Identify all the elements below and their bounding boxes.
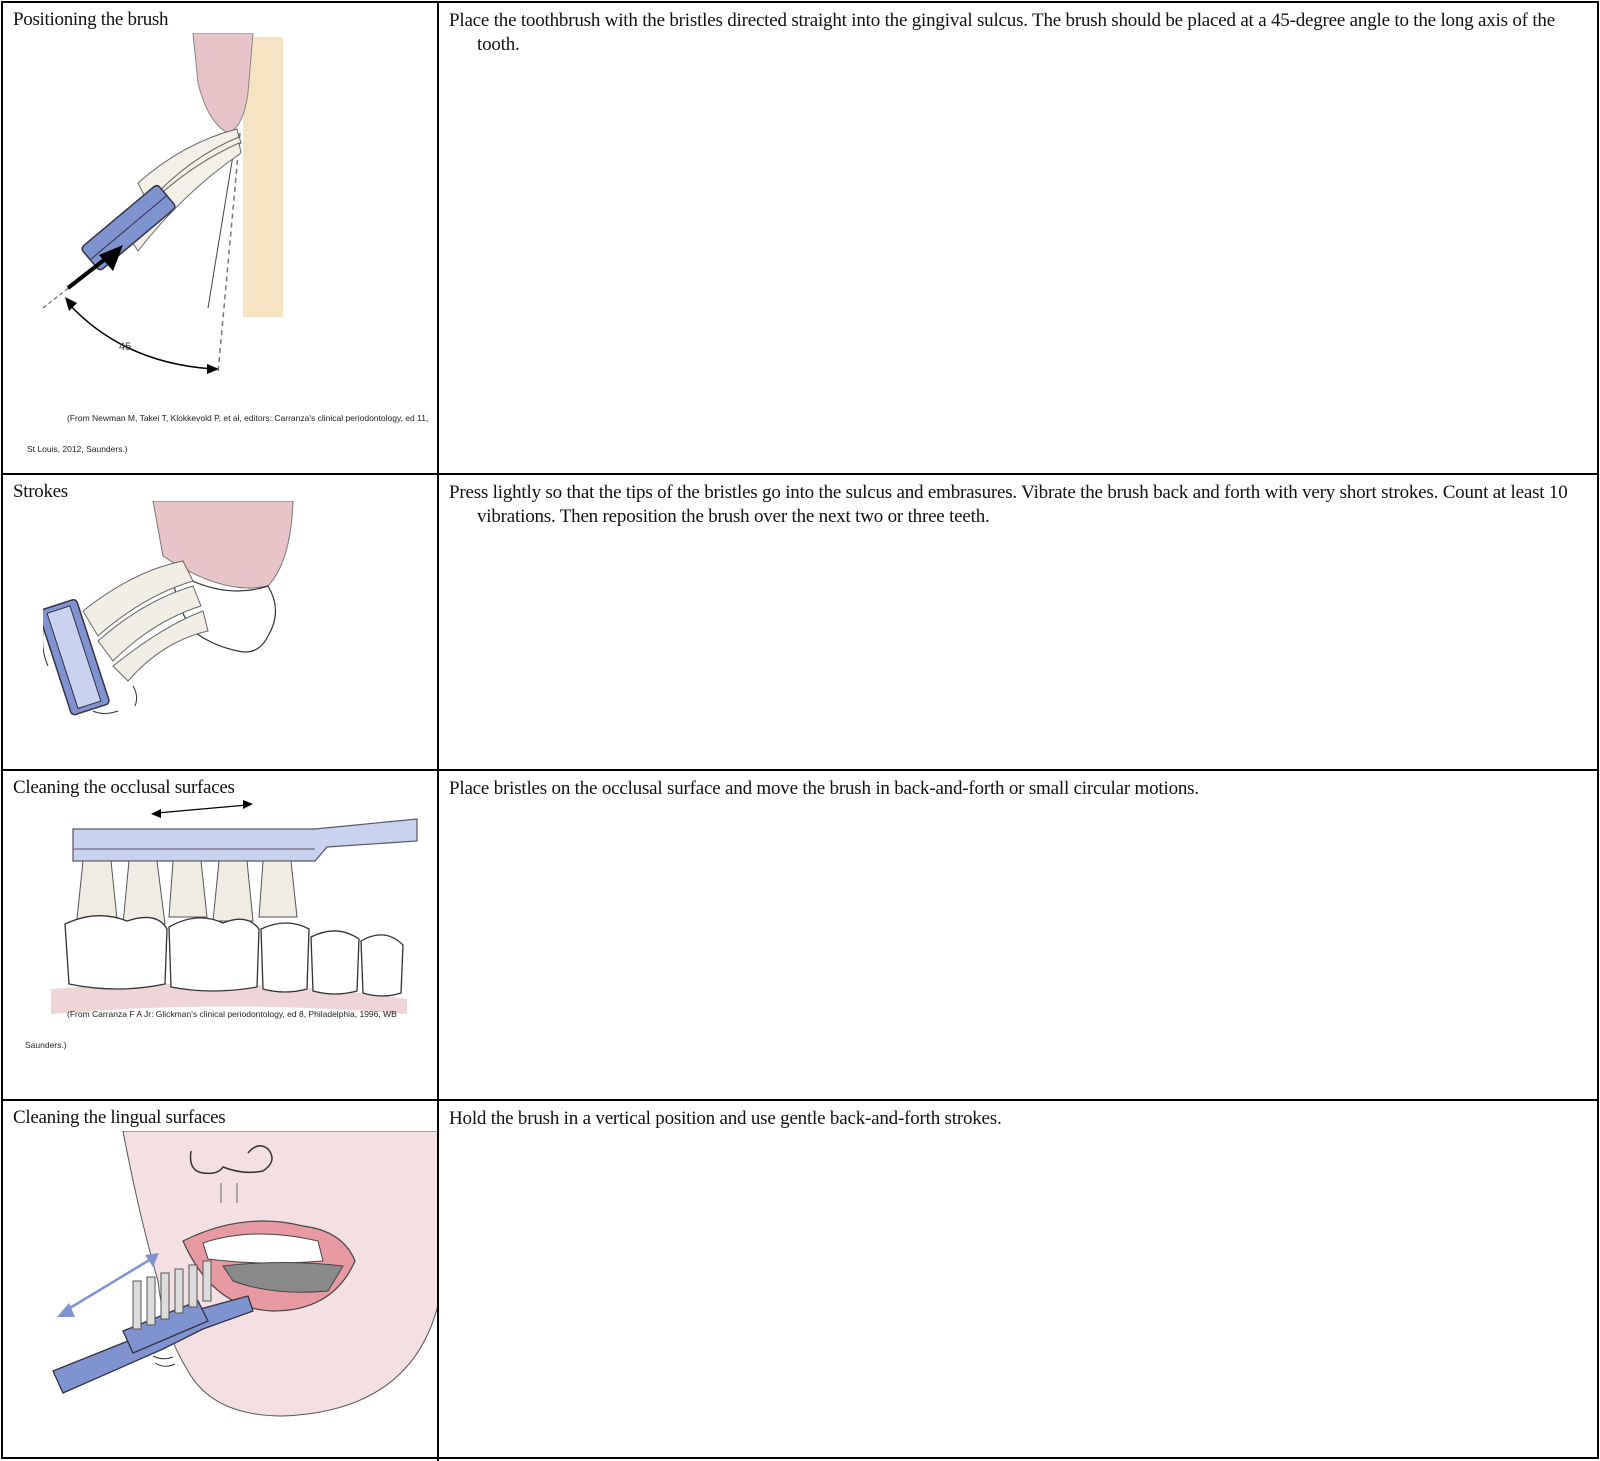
vibration-mark: [93, 711, 118, 714]
strokes-illustration: [43, 501, 313, 721]
description-cell: [439, 3, 1597, 473]
description-cell: [439, 771, 1597, 1099]
lingual-illustration: [43, 1131, 439, 1421]
angle-arc: [68, 303, 213, 369]
table-row: [3, 3, 1597, 475]
brush-head: [81, 184, 177, 271]
description-cell: [439, 475, 1597, 769]
row-title: Positioning the brush: [13, 9, 169, 30]
row-description: Hold the brush in a vertical position and use gentle back-and-forth strokes.: [449, 1108, 1002, 1129]
row-description: Place bristles on the occlusal surface and move the brush in back-and-forth or small circular motions.: [449, 778, 1199, 799]
table-row: [3, 1101, 1597, 1461]
positioning-brush-illustration: [43, 33, 303, 393]
image-credit: (From Newman M, Takei T, Klokkevold P, et al, editors: Carranza's clinical periodontology, ed 11, St Louis, 2012, Saunders.): [27, 413, 429, 454]
brush-head: [73, 819, 417, 861]
arrow-head: [243, 800, 253, 809]
table-row: [3, 475, 1597, 771]
arc-end: [207, 364, 219, 374]
image-cell: [3, 1101, 439, 1461]
image-credit: (From Carranza F A Jr: Glickman's clinical periodontology, ed 8, Philadelphia, 1996, WB Saunders.): [25, 1009, 397, 1050]
arrow-head: [57, 1303, 75, 1317]
motion-arrow: [157, 805, 247, 813]
image-cell: [3, 771, 439, 1099]
image-cell: [3, 475, 439, 769]
row-title: Cleaning the occlusal surfaces: [13, 777, 235, 798]
tooth-axis-line: [218, 133, 240, 373]
occlusal-illustration: [47, 799, 427, 1019]
image-cell: [3, 3, 439, 473]
table-row: [3, 771, 1597, 1101]
arrow-head: [151, 809, 161, 818]
description-cell: [439, 1101, 1597, 1461]
arc-end: [65, 297, 77, 311]
teeth: [65, 916, 403, 996]
teeth: [203, 1234, 323, 1263]
vibration-mark: [133, 686, 137, 706]
bristles: [83, 561, 208, 681]
row-description: Place the toothbrush with the bristles directed straight into the gingival sulcus. The brush should be placed at a 45-degree angle to the long axis of the tooth.: [449, 10, 1555, 55]
technique-table: [1, 1, 1599, 1459]
row-title: Cleaning the lingual surfaces: [13, 1107, 226, 1128]
row-title: Strokes: [13, 481, 68, 502]
row-description: Press lightly so that the tips of the bristles go into the sulcus and embrasures. Vibrate the brush back and forth with very short strokes. Count at least 10 vibrations. Then reposition the brush over the next two or three teeth.: [449, 482, 1568, 527]
angle-label: 45: [119, 341, 132, 353]
bristles: [77, 861, 297, 924]
